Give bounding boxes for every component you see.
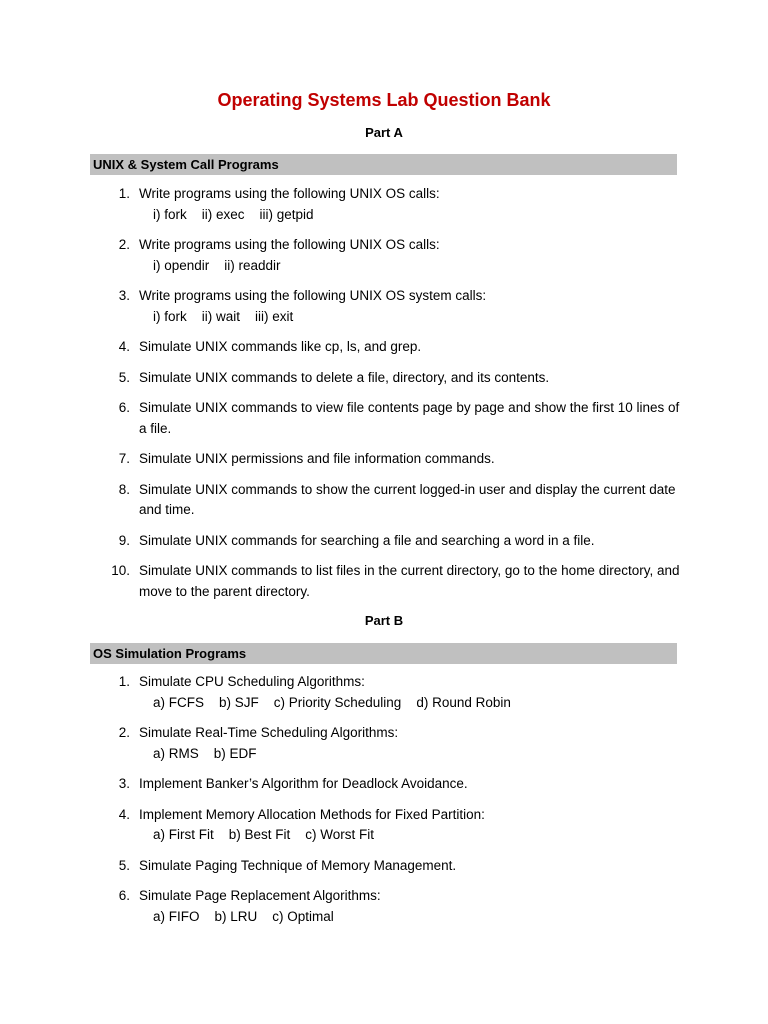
question-number: 10.	[111, 563, 130, 578]
question-number: 9.	[118, 532, 130, 548]
question-number: 2.	[118, 725, 130, 740]
question-number: 8.	[118, 481, 130, 497]
question-options: i) opendir ii) readdir	[153, 257, 281, 273]
question-options: a) First Fit b) Best Fit c) Worst Fit	[153, 827, 375, 842]
question-item	[110, 398, 680, 439]
question-item	[110, 886, 680, 927]
question-item	[110, 531, 680, 552]
question-text: Simulate UNIX commands for searching a file and searching a word in a file.	[139, 532, 595, 548]
question-item	[110, 480, 680, 521]
question-number: 3.	[118, 288, 130, 303]
question-text: Simulate Real-Time Scheduling Algorithms:	[139, 725, 399, 740]
question-text: Simulate UNIX permissions and file information commands.	[139, 451, 495, 466]
question-text: Simulate UNIX commands to view file contents page by page and show the first 10 lines of a file.	[139, 400, 680, 436]
question-item	[110, 449, 680, 470]
question-number: 4.	[118, 339, 130, 354]
question-text: Implement Memory Allocation Methods for Fixed Partition:	[139, 806, 485, 822]
question-item	[110, 774, 680, 795]
question-text: Simulate UNIX commands to delete a file, directory, and its contents.	[139, 369, 550, 385]
question-text: Simulate UNIX commands to show the current logged-in user and display the current date and time.	[139, 481, 676, 517]
question-text: Write programs using the following UNIX OS calls:	[139, 237, 440, 252]
question-text: Write programs using the following UNIX OS calls:	[139, 186, 440, 201]
question-number: 4.	[118, 806, 130, 822]
question-options: i) fork ii) wait iii) exit	[153, 308, 294, 324]
part-b-section-header: OS Simulation Programs	[90, 643, 677, 664]
question-text: Simulate Paging Technique of Memory Management.	[139, 857, 457, 873]
question-options: a) FIFO b) LRU c) Optimal	[153, 908, 334, 924]
question-number: 1.	[118, 186, 130, 201]
question-number: 5.	[118, 857, 130, 873]
part-b-question-list	[110, 672, 680, 927]
question-options: a) RMS b) EDF	[153, 745, 257, 761]
part-a-question-list	[110, 184, 680, 602]
question-item	[110, 723, 680, 764]
question-item	[110, 184, 680, 225]
question-item	[110, 235, 680, 276]
question-number: 2.	[118, 237, 130, 252]
question-item	[110, 337, 680, 358]
question-number: 1.	[118, 674, 130, 689]
question-number: 5.	[118, 369, 130, 385]
part-a-label: Part A	[365, 125, 403, 140]
question-text: Simulate Page Replacement Algorithms:	[139, 888, 381, 903]
part-a-section-header: UNIX & System Call Programs	[90, 154, 677, 175]
question-options: a) FCFS b) SJF c) Priority Scheduling d) Round Robin	[153, 694, 511, 710]
question-item	[110, 805, 680, 846]
question-text: Simulate CPU Scheduling Algorithms:	[139, 674, 365, 689]
question-number: 3.	[118, 776, 130, 791]
question-number: 7.	[118, 451, 130, 466]
question-number: 6.	[118, 400, 130, 415]
question-text: Simulate UNIX commands to list files in the current directory, go to the home directory, and move to the parent directory.	[139, 563, 680, 599]
question-item	[110, 286, 680, 327]
question-text: Simulate UNIX commands like cp, ls, and grep.	[139, 339, 422, 354]
question-item	[110, 561, 680, 602]
document-title: Operating Systems Lab Question Bank	[217, 90, 551, 110]
question-number: 6.	[118, 888, 130, 903]
question-options: i) fork ii) exec iii) getpid	[153, 206, 314, 222]
question-item	[110, 856, 680, 877]
question-text: Write programs using the following UNIX OS system calls:	[139, 288, 487, 303]
question-item	[110, 672, 680, 713]
question-item	[110, 368, 680, 389]
part-b-label: Part B	[364, 613, 404, 628]
question-text: Implement Banker’s Algorithm for Deadlock Avoidance.	[139, 776, 468, 791]
